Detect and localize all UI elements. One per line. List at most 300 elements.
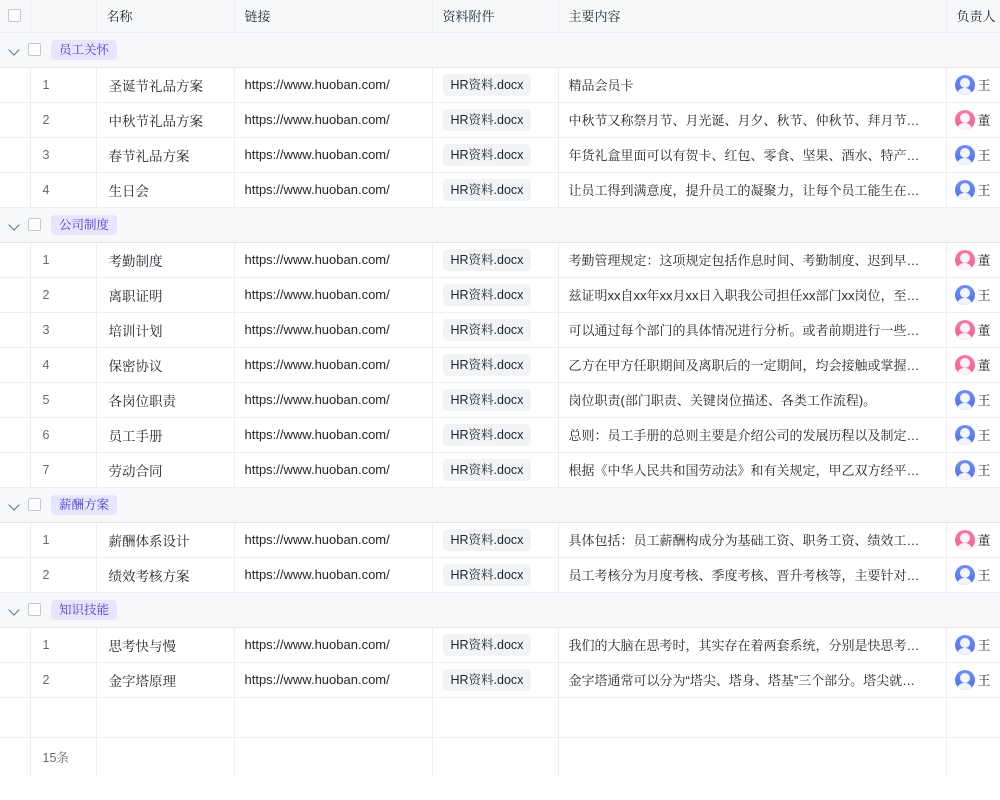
row-name: 考勤制度 <box>108 253 163 269</box>
row-index-cell <box>30 627 96 662</box>
spacer-row <box>0 697 1000 737</box>
table-row[interactable] <box>0 382 1000 417</box>
table-row[interactable] <box>0 277 1000 312</box>
header-link[interactable] <box>234 0 432 32</box>
row-main-cell[interactable] <box>558 277 946 312</box>
file-attachment-chip[interactable]: HR资料.docx <box>443 354 532 376</box>
row-owner-cell[interactable] <box>946 102 1000 137</box>
row-name-cell[interactable] <box>96 102 234 137</box>
row-index-cell <box>30 347 96 382</box>
owner-name: 王 <box>977 393 991 408</box>
group-header[interactable] <box>0 208 946 242</box>
group-select-checkbox-icon[interactable] <box>28 603 41 616</box>
row-select-cell[interactable] <box>0 417 30 452</box>
row-link-cell[interactable] <box>234 557 432 592</box>
row-link[interactable]: https://www.huoban.com/ <box>244 462 390 477</box>
group-tag: 员工关怀 <box>51 40 117 60</box>
owner-name: 董 <box>977 113 991 128</box>
group-select-checkbox-icon[interactable] <box>28 498 41 511</box>
group-tag: 公司制度 <box>51 215 117 235</box>
row-name: 春节礼品方案 <box>108 148 190 164</box>
row-name-cell[interactable] <box>96 417 234 452</box>
group-row[interactable] <box>0 32 1000 67</box>
file-attachment-chip[interactable]: HR资料.docx <box>443 179 532 201</box>
row-main-content: 具体包括：员工薪酬构成分为基础工资、职务工资、绩效工… <box>568 533 920 548</box>
row-index: 3 <box>42 322 50 337</box>
row-main-cell[interactable] <box>558 67 946 102</box>
row-index-cell <box>30 382 96 417</box>
row-select-cell[interactable] <box>0 137 30 172</box>
spacer-cell-link <box>234 697 432 737</box>
row-owner-cell[interactable] <box>946 347 1000 382</box>
owner[interactable] <box>947 635 1000 655</box>
header-main-label: 主要内容 <box>568 9 621 25</box>
file-attachment-chip[interactable]: HR资料.docx <box>443 249 532 271</box>
group-header-cell[interactable] <box>0 32 946 67</box>
row-file-cell[interactable] <box>432 452 558 487</box>
row-main-cell[interactable] <box>558 627 946 662</box>
file-attachment-chip[interactable]: HR资料.docx <box>443 529 532 551</box>
row-link-cell[interactable] <box>234 417 432 452</box>
avatar <box>955 635 975 655</box>
avatar <box>955 145 975 165</box>
row-link-cell[interactable] <box>234 312 432 347</box>
row-link-cell[interactable] <box>234 382 432 417</box>
row-main-content: 中秋节又称祭月节、月光诞、月夕、秋节、仲秋节、拜月节… <box>568 113 920 128</box>
owner[interactable] <box>947 110 1000 130</box>
row-name: 保密协议 <box>108 358 163 374</box>
row-index-cell <box>30 242 96 277</box>
row-index: 1 <box>42 637 50 652</box>
row-name-cell[interactable] <box>96 242 234 277</box>
avatar <box>955 110 975 130</box>
row-link-cell[interactable] <box>234 242 432 277</box>
header-name-label: 名称 <box>106 9 133 25</box>
group-header-cell[interactable] <box>0 487 946 522</box>
row-name: 培训计划 <box>108 323 163 339</box>
row-name-cell[interactable] <box>96 382 234 417</box>
file-attachment-chip[interactable]: HR资料.docx <box>443 144 532 166</box>
row-owner-cell[interactable] <box>946 137 1000 172</box>
group-tag: 知识技能 <box>51 600 117 620</box>
row-file-cell[interactable] <box>432 312 558 347</box>
chevron-down-icon[interactable] <box>8 498 22 512</box>
row-name: 思考快与慢 <box>108 638 176 654</box>
row-owner-cell[interactable] <box>946 67 1000 102</box>
row-owner-cell[interactable] <box>946 242 1000 277</box>
row-main-cell[interactable] <box>558 102 946 137</box>
group-header[interactable] <box>0 593 946 627</box>
owner-name: 王 <box>977 568 991 583</box>
row-name: 金字塔原理 <box>108 673 176 689</box>
group-owner-cell <box>946 32 1000 67</box>
row-index: 1 <box>42 252 50 267</box>
table-row[interactable] <box>0 172 1000 207</box>
row-index: 1 <box>42 532 50 547</box>
file-attachment-chip[interactable]: HR资料.docx <box>443 669 532 691</box>
group-tag: 薪酬方案 <box>51 495 117 515</box>
group-owner-cell <box>946 207 1000 242</box>
avatar <box>955 250 975 270</box>
group-header[interactable] <box>0 33 946 67</box>
row-select-cell[interactable] <box>0 557 30 592</box>
row-owner-cell[interactable] <box>946 662 1000 697</box>
row-link[interactable]: https://www.huoban.com/ <box>244 147 390 162</box>
owner-name: 王 <box>977 428 991 443</box>
table-row[interactable] <box>0 417 1000 452</box>
owner-name: 王 <box>977 288 991 303</box>
spacer-cell-main <box>558 697 946 737</box>
table-row[interactable] <box>0 137 1000 172</box>
table-header <box>0 0 1000 32</box>
spacer-cell-index <box>30 697 96 737</box>
avatar <box>955 75 975 95</box>
row-owner-cell[interactable] <box>946 557 1000 592</box>
row-select-cell[interactable] <box>0 312 30 347</box>
row-name-cell[interactable] <box>96 137 234 172</box>
header-file[interactable] <box>432 0 558 32</box>
table-row[interactable] <box>0 627 1000 662</box>
row-link[interactable]: https://www.huoban.com/ <box>244 392 390 407</box>
row-link-cell[interactable] <box>234 67 432 102</box>
footer-count-cell <box>30 737 96 777</box>
row-file-cell[interactable] <box>432 417 558 452</box>
group-owner-cell <box>946 487 1000 522</box>
row-index-cell <box>30 417 96 452</box>
avatar <box>955 530 975 550</box>
owner-name: 王 <box>977 463 991 478</box>
group-header-cell[interactable] <box>0 592 946 627</box>
avatar <box>955 565 975 585</box>
row-main-cell[interactable] <box>558 417 946 452</box>
row-select-cell[interactable] <box>0 627 30 662</box>
file-attachment-chip[interactable]: HR资料.docx <box>443 319 532 341</box>
row-link[interactable]: https://www.huoban.com/ <box>244 357 390 372</box>
owner-name: 王 <box>977 638 991 653</box>
header-row <box>0 0 1000 32</box>
row-link-cell[interactable] <box>234 137 432 172</box>
file-attachment-chip[interactable]: HR资料.docx <box>443 389 532 411</box>
avatar <box>955 460 975 480</box>
row-index: 6 <box>42 427 50 442</box>
select-all-checkbox-icon[interactable] <box>8 9 21 22</box>
row-name-cell[interactable] <box>96 67 234 102</box>
row-name: 绩效考核方案 <box>108 568 190 584</box>
row-owner-cell[interactable] <box>946 277 1000 312</box>
avatar <box>955 670 975 690</box>
owner[interactable] <box>947 180 1000 200</box>
row-name: 离职证明 <box>108 288 163 304</box>
row-name-cell[interactable] <box>96 522 234 557</box>
owner[interactable] <box>947 320 1000 340</box>
file-attachment-chip[interactable]: HR资料.docx <box>443 109 532 131</box>
owner[interactable] <box>947 390 1000 410</box>
avatar <box>955 425 975 445</box>
header-file-label: 资料附件 <box>442 9 495 25</box>
group-select-checkbox-icon[interactable] <box>28 218 41 231</box>
row-link-cell[interactable] <box>234 102 432 137</box>
row-index: 1 <box>42 77 50 92</box>
header-owner[interactable] <box>946 0 1000 32</box>
row-select-cell[interactable] <box>0 347 30 382</box>
row-file-cell[interactable] <box>432 662 558 697</box>
table-row[interactable] <box>0 312 1000 347</box>
row-main-content: 考勤管理规定：这项规定包括作息时间、考勤制度、迟到早… <box>568 253 920 268</box>
avatar <box>955 355 975 375</box>
row-index: 4 <box>42 182 50 197</box>
row-index: 2 <box>42 287 50 302</box>
row-link[interactable]: https://www.huoban.com/ <box>244 427 390 442</box>
owner[interactable] <box>947 250 1000 270</box>
row-link-cell[interactable] <box>234 452 432 487</box>
owner[interactable] <box>947 425 1000 445</box>
row-main-content: 兹证明xx自xx年xx月xx日入职我公司担任xx部门xx岗位，至… <box>568 288 920 303</box>
row-link[interactable]: https://www.huoban.com/ <box>244 322 390 337</box>
row-main-cell[interactable] <box>558 662 946 697</box>
avatar <box>955 180 975 200</box>
owner[interactable] <box>947 285 1000 305</box>
row-main-content: 精品会员卡 <box>568 78 634 93</box>
row-main-content: 根据《中华人民共和国劳动法》和有关规定，甲乙双方经平… <box>568 463 920 478</box>
row-link-cell[interactable] <box>234 627 432 662</box>
row-main-cell[interactable] <box>558 557 946 592</box>
row-owner-cell[interactable] <box>946 627 1000 662</box>
row-owner-cell[interactable] <box>946 312 1000 347</box>
row-name-cell[interactable] <box>96 312 234 347</box>
chevron-down-icon[interactable] <box>8 218 22 232</box>
row-select-cell[interactable] <box>0 662 30 697</box>
row-index-cell <box>30 137 96 172</box>
row-select-cell[interactable] <box>0 452 30 487</box>
row-main-cell[interactable] <box>558 172 946 207</box>
row-name-cell[interactable] <box>96 662 234 697</box>
spacer-cell-owner <box>946 697 1000 737</box>
row-select-cell[interactable] <box>0 172 30 207</box>
row-index-cell <box>30 67 96 102</box>
file-attachment-chip[interactable]: HR资料.docx <box>443 564 532 586</box>
avatar <box>955 390 975 410</box>
footer-cell-link <box>234 737 432 777</box>
owner-name: 王 <box>977 148 991 163</box>
row-owner-cell[interactable] <box>946 452 1000 487</box>
table-row[interactable] <box>0 242 1000 277</box>
row-index-cell <box>30 277 96 312</box>
row-file-cell[interactable] <box>432 382 558 417</box>
avatar <box>955 320 975 340</box>
row-select-cell[interactable] <box>0 522 30 557</box>
owner[interactable] <box>947 460 1000 480</box>
row-main-cell[interactable] <box>558 242 946 277</box>
row-file-cell[interactable] <box>432 242 558 277</box>
row-file-cell[interactable] <box>432 277 558 312</box>
row-name-cell[interactable] <box>96 627 234 662</box>
row-file-cell[interactable] <box>432 557 558 592</box>
row-main-content: 让员工得到满意度，提升员工的凝聚力，让每个员工能生在… <box>568 183 920 198</box>
row-link[interactable]: https://www.huoban.com/ <box>244 287 390 302</box>
row-name: 各岗位职责 <box>108 393 176 409</box>
row-index-cell <box>30 662 96 697</box>
row-link[interactable]: https://www.huoban.com/ <box>244 252 390 267</box>
group-header-cell[interactable] <box>0 207 946 242</box>
owner-name: 王 <box>977 673 991 688</box>
row-select-cell[interactable] <box>0 242 30 277</box>
row-name-cell[interactable] <box>96 452 234 487</box>
row-file-cell[interactable] <box>432 172 558 207</box>
row-file-cell[interactable] <box>432 347 558 382</box>
row-main-content: 可以通过每个部门的具体情况进行分析。或者前期进行一些… <box>568 323 920 338</box>
row-link[interactable]: https://www.huoban.com/ <box>244 112 390 127</box>
owner[interactable] <box>947 565 1000 585</box>
row-main-cell[interactable] <box>558 382 946 417</box>
row-name-cell[interactable] <box>96 277 234 312</box>
row-file-cell[interactable] <box>432 627 558 662</box>
row-link-cell[interactable] <box>234 277 432 312</box>
row-select-cell[interactable] <box>0 277 30 312</box>
row-owner-cell[interactable] <box>946 382 1000 417</box>
row-name: 员工手册 <box>108 428 163 444</box>
group-row[interactable] <box>0 592 1000 627</box>
row-file-cell[interactable] <box>432 137 558 172</box>
row-name: 生日会 <box>108 183 149 199</box>
row-name-cell[interactable] <box>96 172 234 207</box>
owner[interactable] <box>947 355 1000 375</box>
footer-cell-name <box>96 737 234 777</box>
row-main-cell[interactable] <box>558 347 946 382</box>
row-select-cell[interactable] <box>0 102 30 137</box>
chevron-down-icon[interactable] <box>8 603 22 617</box>
row-link[interactable]: https://www.huoban.com/ <box>244 567 390 582</box>
owner-name: 董 <box>977 323 991 338</box>
owner-name: 董 <box>977 358 991 373</box>
group-select-checkbox-icon[interactable] <box>28 43 41 56</box>
row-name: 圣诞节礼品方案 <box>108 78 203 94</box>
table-body <box>0 32 1000 777</box>
row-link-cell[interactable] <box>234 172 432 207</box>
row-main-cell[interactable] <box>558 137 946 172</box>
row-owner-cell[interactable] <box>946 522 1000 557</box>
owner-name: 董 <box>977 253 991 268</box>
row-index-cell <box>30 557 96 592</box>
row-index-cell <box>30 102 96 137</box>
row-index-cell <box>30 522 96 557</box>
footer-cell-check <box>0 737 30 777</box>
row-name-cell[interactable] <box>96 557 234 592</box>
row-index: 4 <box>42 357 50 372</box>
header-name[interactable] <box>96 0 234 32</box>
record-count: 15条 <box>42 751 69 766</box>
group-owner-cell <box>946 592 1000 627</box>
file-attachment-chip[interactable]: HR资料.docx <box>443 459 532 481</box>
file-attachment-chip[interactable]: HR资料.docx <box>443 424 532 446</box>
row-file-cell[interactable] <box>432 67 558 102</box>
table-row[interactable] <box>0 67 1000 102</box>
footer-cell-file <box>432 737 558 777</box>
footer-cell-owner <box>946 737 1000 777</box>
row-owner-cell[interactable] <box>946 417 1000 452</box>
row-main-content: 金字塔通常可以分为“塔尖、塔身、塔基”三个部分。塔尖就… <box>568 673 916 688</box>
table-row[interactable] <box>0 557 1000 592</box>
row-owner-cell[interactable] <box>946 172 1000 207</box>
row-main-content: 年货礼盒里面可以有贺卡、红包、零食、坚果、酒水、特产… <box>568 148 920 163</box>
owner[interactable] <box>947 670 1000 690</box>
row-link[interactable]: https://www.huoban.com/ <box>244 637 390 652</box>
header-index <box>30 0 96 32</box>
row-main-content: 员工考核分为月度考核、季度考核、晋升考核等，主要针对… <box>568 568 920 583</box>
row-link[interactable]: https://www.huoban.com/ <box>244 672 390 687</box>
row-name: 劳动合同 <box>108 463 163 479</box>
chevron-down-icon[interactable] <box>8 43 22 57</box>
row-index-cell <box>30 452 96 487</box>
select-all-cell[interactable] <box>0 0 30 32</box>
row-index: 2 <box>42 112 50 127</box>
row-main-content: 我们的大脑在思考时，其实存在着两套系统，分别是快思考… <box>568 638 920 653</box>
row-main-cell[interactable] <box>558 522 946 557</box>
header-link-label: 链接 <box>244 9 271 25</box>
row-link-cell[interactable] <box>234 347 432 382</box>
table-row[interactable] <box>0 522 1000 557</box>
header-owner-label: 负责人 <box>956 9 996 25</box>
row-name: 薪酬体系设计 <box>108 533 190 549</box>
row-index: 3 <box>42 147 50 162</box>
table-row[interactable] <box>0 347 1000 382</box>
footer-cell-main <box>558 737 946 777</box>
header-main[interactable] <box>558 0 946 32</box>
row-link[interactable]: https://www.huoban.com/ <box>244 532 390 547</box>
spacer-cell-check <box>0 697 30 737</box>
row-name: 中秋节礼品方案 <box>108 113 203 129</box>
row-index: 2 <box>42 567 50 582</box>
group-row[interactable] <box>0 207 1000 242</box>
group-header[interactable] <box>0 488 946 522</box>
row-file-cell[interactable] <box>432 102 558 137</box>
file-attachment-chip[interactable]: HR资料.docx <box>443 284 532 306</box>
owner[interactable] <box>947 145 1000 165</box>
row-index-cell <box>30 312 96 347</box>
row-main-content: 乙方在甲方任职期间及离职后的一定期间，均会接触或掌握… <box>568 358 920 373</box>
row-main-cell[interactable] <box>558 452 946 487</box>
owner[interactable] <box>947 530 1000 550</box>
row-main-cell[interactable] <box>558 312 946 347</box>
file-attachment-chip[interactable]: HR资料.docx <box>443 634 532 656</box>
row-index-cell <box>30 172 96 207</box>
row-index: 7 <box>42 462 50 477</box>
table-row[interactable] <box>0 102 1000 137</box>
row-select-cell[interactable] <box>0 67 30 102</box>
spacer-cell-file <box>432 697 558 737</box>
row-link-cell[interactable] <box>234 522 432 557</box>
row-name-cell[interactable] <box>96 347 234 382</box>
owner[interactable] <box>947 75 1000 95</box>
row-index: 5 <box>42 392 50 407</box>
row-link-cell[interactable] <box>234 662 432 697</box>
group-row[interactable] <box>0 487 1000 522</box>
row-file-cell[interactable] <box>432 522 558 557</box>
row-select-cell[interactable] <box>0 382 30 417</box>
row-index: 2 <box>42 672 50 687</box>
spacer-cell-name <box>96 697 234 737</box>
select-all-wrap[interactable] <box>0 9 30 22</box>
owner-name: 董 <box>977 533 991 548</box>
owner-name: 王 <box>977 183 991 198</box>
owner-name: 王 <box>977 78 991 93</box>
row-link[interactable]: https://www.huoban.com/ <box>244 77 390 92</box>
row-link[interactable]: https://www.huoban.com/ <box>244 182 390 197</box>
table-row[interactable] <box>0 452 1000 487</box>
footer-row <box>0 737 1000 777</box>
file-attachment-chip[interactable]: HR资料.docx <box>443 74 532 96</box>
table-row[interactable] <box>0 662 1000 697</box>
row-main-content: 岗位职责(部门职责、关键岗位描述、各类工作流程)。 <box>568 393 877 408</box>
